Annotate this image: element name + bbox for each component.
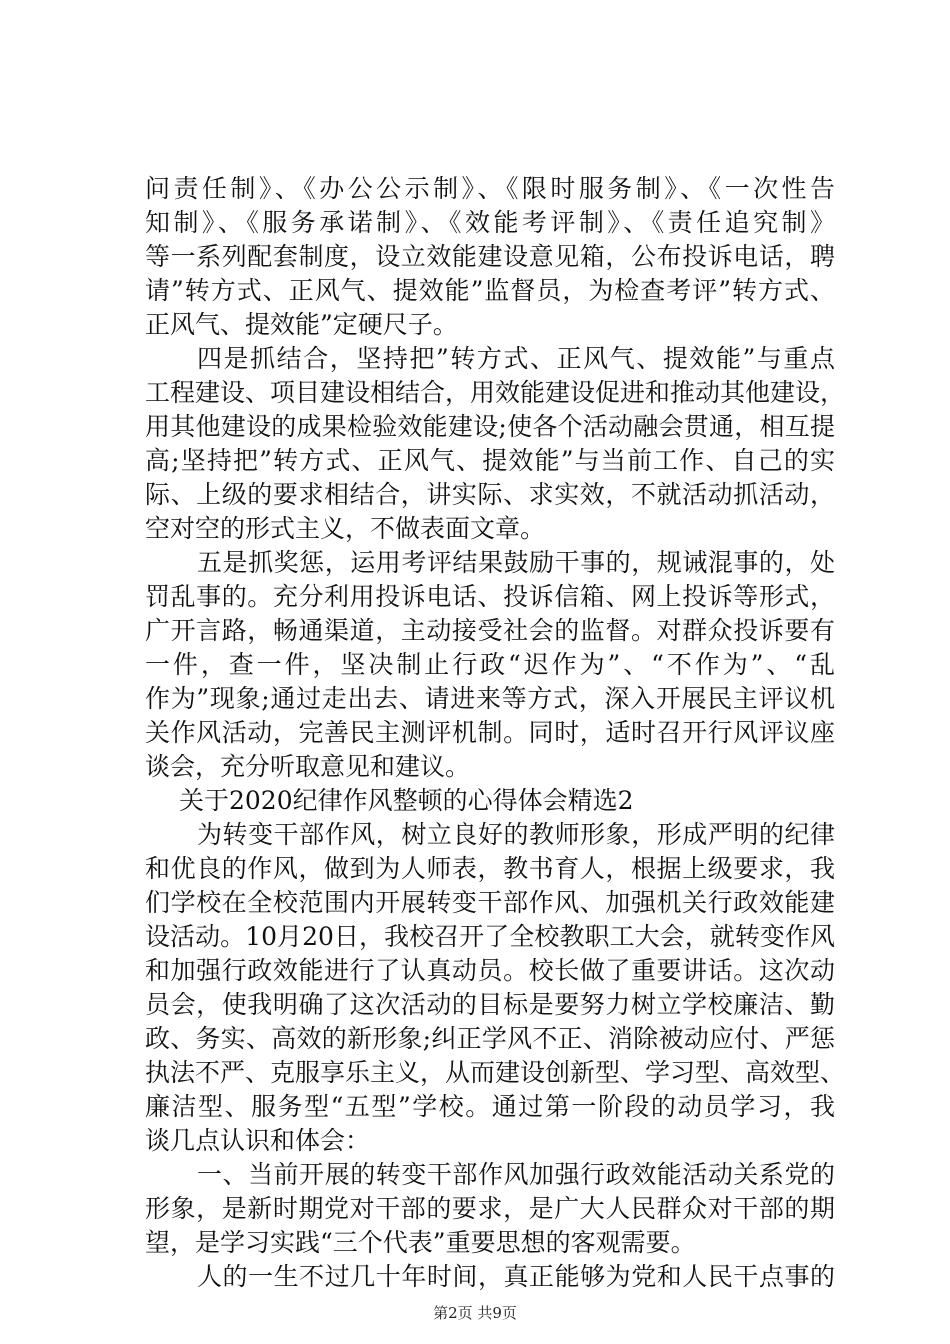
text-line: 一、当前开展的转变干部作风加强行政效能活动关系党的 bbox=[197, 1160, 835, 1189]
text-line: 等一系列配套制度，设立效能建设意见箱，公布投诉电话，聘 bbox=[145, 242, 835, 271]
paragraph bbox=[145, 172, 835, 342]
text-line: 谈几点认识和体会： bbox=[145, 1126, 371, 1155]
text-line: 作为”现象;通过走出去、请进来等方式，深入开展民主评议机 bbox=[145, 684, 835, 713]
section-heading bbox=[145, 784, 835, 818]
text-line: 人的一生不过几十年时间，真正能够为党和人民干点事的 bbox=[197, 1262, 835, 1291]
heading-line: 关于2020纪律作风整顿的心得体会精选2 bbox=[179, 786, 634, 815]
page-number-footer: 第2页 共9页 bbox=[433, 1304, 517, 1322]
text-line: 形象，是新时期党对干部的要求，是广大人民群众对干部的期 bbox=[145, 1194, 835, 1223]
paragraph bbox=[145, 818, 846, 1158]
text-line: 关作风活动，完善民主测评机制。同时，适时召开行风评议座 bbox=[145, 718, 835, 747]
paragraph bbox=[145, 1158, 835, 1260]
text-line: 员会，使我明确了这次活动的目标是要努力树立学校廉洁、勤 bbox=[145, 990, 835, 1019]
text-line: 五是抓奖惩，运用考评结果鼓励干事的，规诫混事的，处 bbox=[197, 548, 835, 577]
text-line: 和加强行政效能进行了认真动员。校长做了重要讲话。这次动 bbox=[145, 956, 835, 985]
text-line: 为转变干部作风，树立良好的教师形象，形成严明的纪律 bbox=[197, 820, 835, 849]
text-line: 正风气、提效能”定硬尺子。 bbox=[145, 310, 458, 339]
text-line: 执法不严、克服享乐主义，从而建设创新型、学习型、高效型、 bbox=[145, 1058, 846, 1087]
text-line: 用其他建设的成果检验效能建设;使各个活动融会贯通，相互提 bbox=[145, 412, 835, 441]
text-line: 廉洁型、服务型“五型”学校。通过第一阶段的动员学习，我 bbox=[145, 1092, 835, 1121]
paragraph bbox=[145, 1260, 835, 1294]
text-line: 谈会，充分听取意见和建议。 bbox=[145, 752, 471, 781]
text-line: 空对空的形式主义，不做表面文章。 bbox=[145, 514, 546, 543]
text-line: 知制》、《服务承诺制》、《效能考评制》、《责任追究制》 bbox=[145, 208, 835, 237]
text-line: 望，是学习实践“三个代表”重要思想的客观需要。 bbox=[145, 1228, 696, 1257]
text-line: 工程建设、项目建设相结合，用效能建设促进和推动其他建设， bbox=[145, 378, 846, 407]
text-line: 一件，查一件，坚决制止行政“迟作为”、“不作为”、“乱 bbox=[145, 650, 835, 679]
text-line: 四是抓结合，坚持把”转方式、正风气、提效能”与重点 bbox=[197, 344, 835, 373]
document-body bbox=[145, 172, 846, 1294]
text-line: 请”转方式、正风气、提效能”监督员，为检查考评”转方式、 bbox=[145, 276, 835, 305]
text-line: 和优良的作风，做到为人师表，教书育人，根据上级要求，我 bbox=[145, 854, 835, 883]
text-line: 际、上级的要求相结合，讲实际、求实效，不就活动抓活动， bbox=[145, 480, 835, 509]
text-line: 罚乱事的。充分利用投诉电话、投诉信箱、网上投诉等形式， bbox=[145, 582, 835, 611]
text-line: 政、务实、高效的新形象;纠正学风不正、消除被动应付、严惩 bbox=[145, 1024, 835, 1053]
text-line: 设活动。10月20日，我校召开了全校教职工大会，就转变作风 bbox=[145, 922, 835, 951]
paragraph bbox=[145, 546, 835, 784]
text-line: 高;坚持把”转方式、正风气、提效能”与当前工作、自己的实 bbox=[145, 446, 835, 475]
paragraph bbox=[145, 342, 846, 546]
text-line: 们学校在全校范围内开展转变干部作风、加强机关行政效能建 bbox=[145, 888, 835, 917]
text-line: 问责任制》、《办公公示制》、《限时服务制》、《一次性告 bbox=[145, 174, 835, 203]
text-line: 广开言路，畅通渠道，主动接受社会的监督。对群众投诉要有 bbox=[145, 616, 835, 645]
